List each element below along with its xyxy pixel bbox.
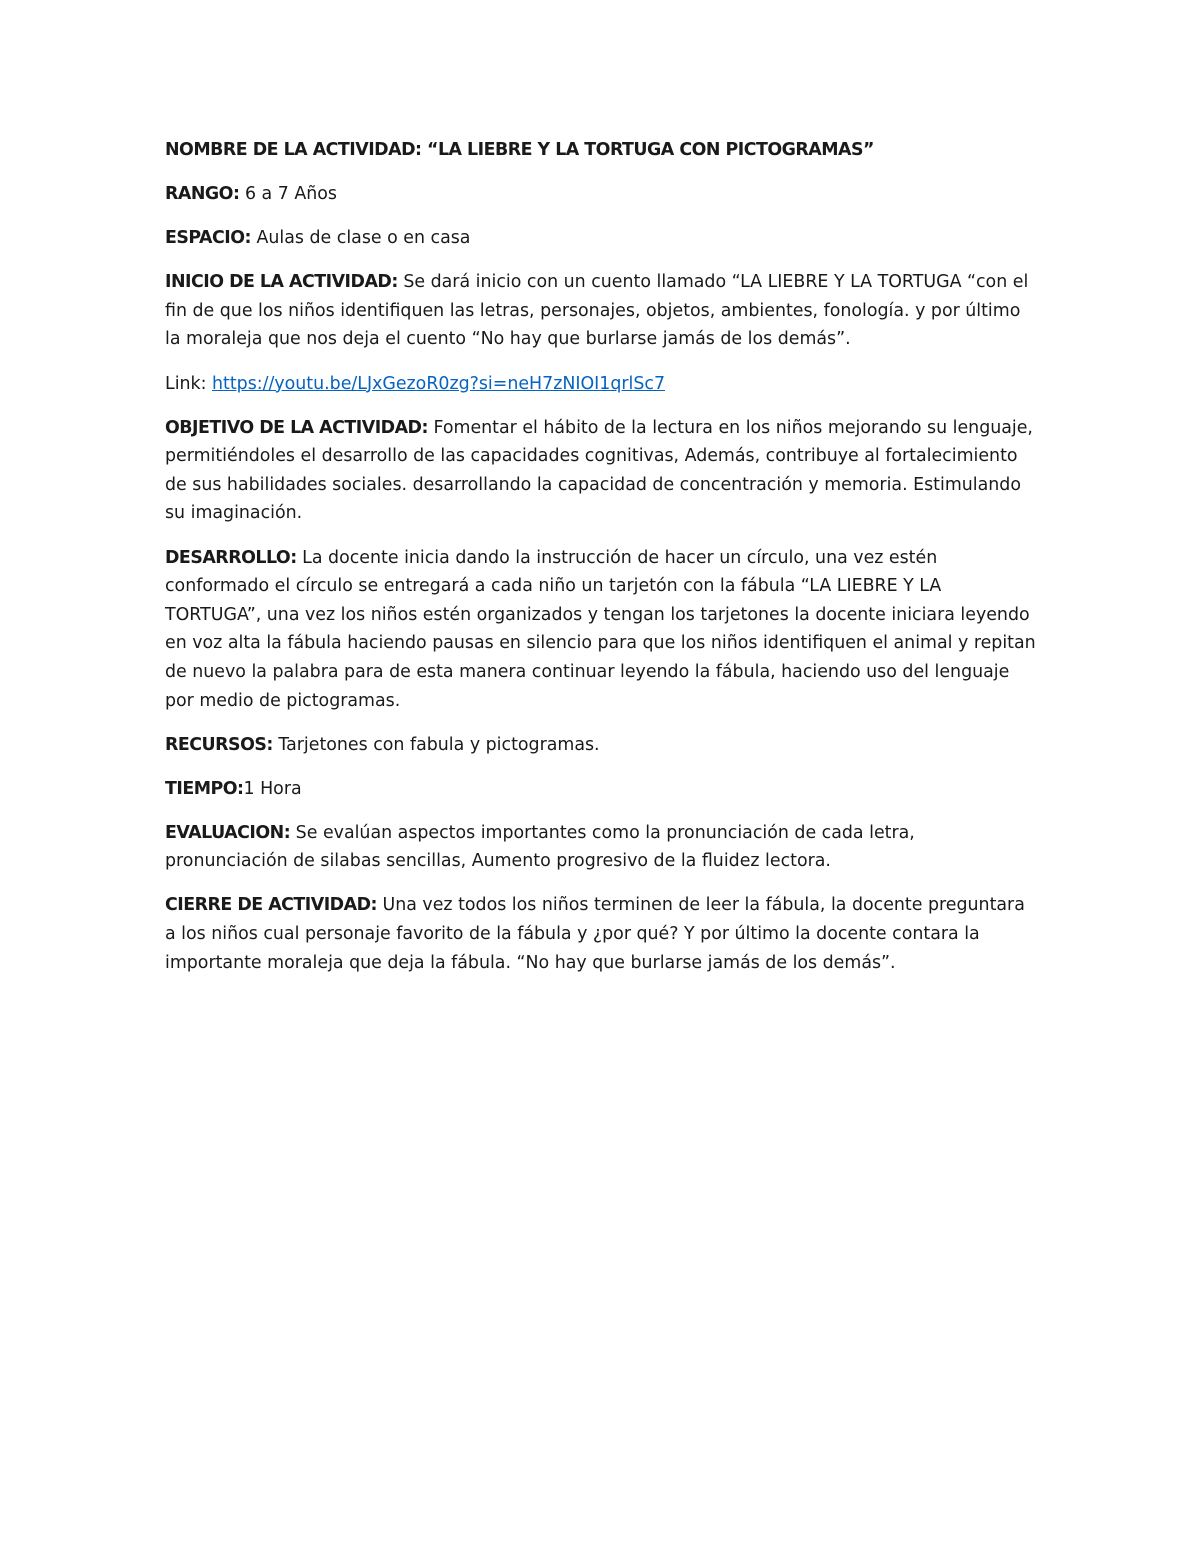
tiempo-text: 1 Hora [243, 778, 302, 799]
recursos-text: Tarjetones con fabula y pictogramas. [272, 734, 600, 755]
objetivo-label: OBJETIVO DE LA ACTIVIDAD: [165, 417, 428, 438]
objetivo-paragraph [165, 414, 1040, 528]
desarrollo-label: DESARROLLO: [165, 547, 297, 568]
desarrollo-paragraph [165, 544, 1040, 716]
activity-title-label: NOMBRE DE LA ACTIVIDAD: “LA LIEBRE Y LA TORTUGA CON PICTOGRAMAS” [165, 140, 874, 160]
cierre-label: CIERRE DE ACTIVIDAD: [165, 895, 377, 916]
espacio-label: ESPACIO: [165, 228, 251, 249]
rango-label: RANGO: [165, 184, 240, 205]
tiempo-paragraph [165, 775, 1040, 804]
evaluacion-text: Se evalúan aspectos importantes como la pronunciación de cada letra, pronunciación de silabas sencillas, Aumento progresivo de la fluidez lectora. [165, 822, 915, 872]
objetivo-text: Fomentar el hábito de la lectura en los niños mejorando su lenguaje, permitiéndoles el desarrollo de las capacidades cognitivas, Además, contribuye al fortalecimiento de sus habilidades sociales. desarrollando la capacidad de concentración y memoria. Estimulando su imaginación. [165, 417, 1033, 524]
document-body [165, 136, 1040, 993]
recursos-paragraph [165, 731, 1040, 760]
link-paragraph [165, 370, 1040, 399]
cierre-paragraph [165, 891, 1040, 977]
recursos-label: RECURSOS: [165, 734, 273, 755]
espacio-paragraph [165, 224, 1040, 253]
rango-paragraph [165, 180, 1040, 209]
video-link[interactable]: https://youtu.be/LJxGezoR0zg?si=neH7zNIOI1qrlSc7 [212, 373, 666, 394]
rango-text: 6 a 7 Años [239, 184, 337, 205]
espacio-text: Aulas de clase o en casa [250, 228, 471, 249]
tiempo-label: TIEMPO: [165, 778, 244, 799]
cierre-text: Una vez todos los niños terminen de leer la fábula, la docente preguntara a los niños cual personaje favorito de la fábula y ¿por qué? Y por último la docente contara la importante moraleja que deja la fábula. “No hay que burlarse jamás de los demás”. [165, 895, 1025, 973]
evaluacion-paragraph [165, 819, 1040, 876]
inicio-label: INICIO DE LA ACTIVIDAD: [165, 272, 398, 293]
evaluacion-label: EVALUACION: [165, 822, 291, 843]
inicio-paragraph [165, 268, 1040, 354]
activity-title [165, 136, 1040, 165]
link-label: Link: [165, 373, 213, 394]
inicio-text: Se dará inicio con un cuento llamado “LA LIEBRE Y LA TORTUGA “con el fin de que los niños identifiquen las letras, personajes, objetos, ambientes, fonología. y por último la moraleja que nos deja el cuento “No hay que burlarse jamás de los demás”. [165, 272, 1029, 350]
desarrollo-text: La docente inicia dando la instrucción de hacer un círculo, una vez estén conformado el círculo se entregará a cada niño un tarjetón con la fábula “LA LIEBRE Y LA TORTUGA”, una vez los niños estén organizados y tengan los tarjetones la docente iniciara leyendo en voz alta la fábula haciendo pausas en silencio para que los niños identifiquen el animal y repitan de nuevo la palabra para de esta manera continuar leyendo la fábula, haciendo uso del lenguaje por medio de pictogramas. [165, 547, 1036, 711]
